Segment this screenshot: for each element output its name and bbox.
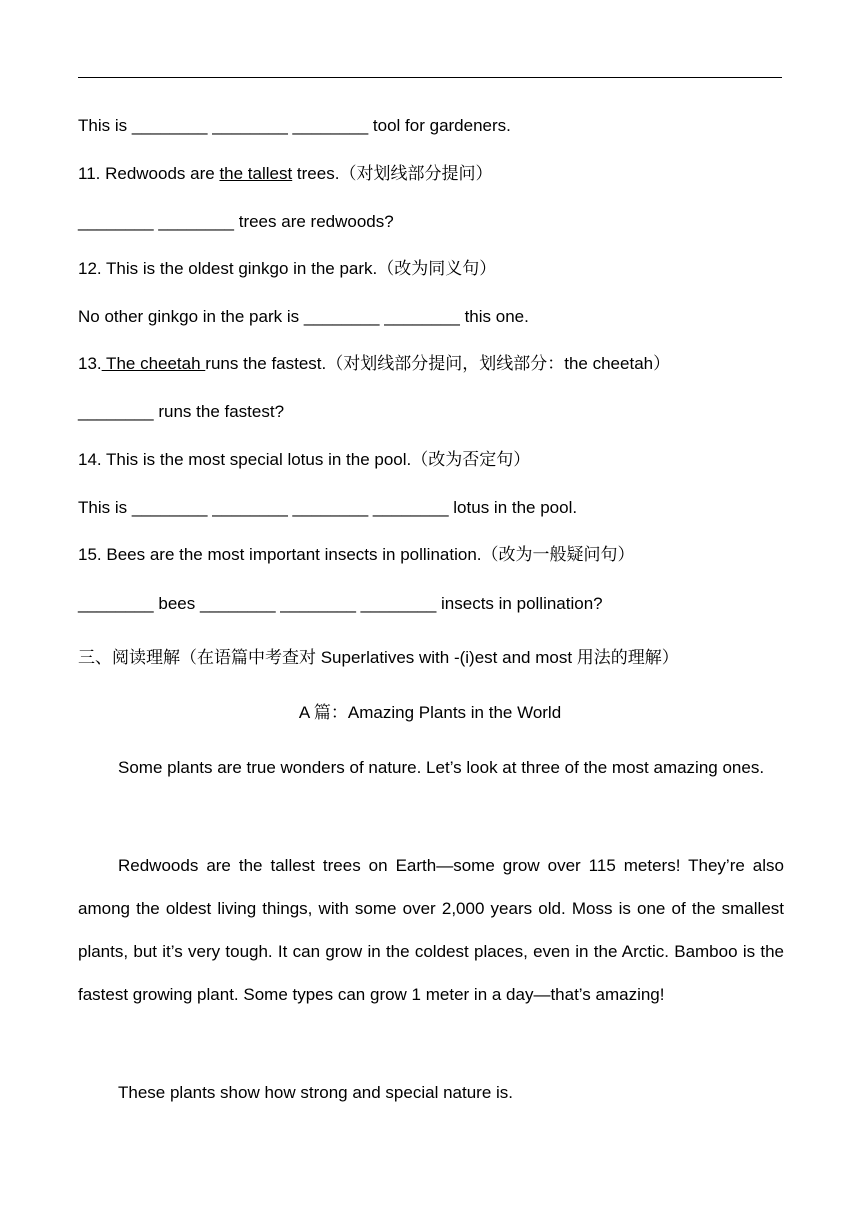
question-11-post: trees.（对划线部分提问）: [292, 164, 493, 183]
passage-a-title: A 篇：Amazing Plants in the World: [298, 703, 562, 722]
passage-a-paragraph-2: Redwoods are the tallest trees on Earth—some grow over 115 meters! They’re also among the oldest living things, with some over 2,000 years old. Moss is one of the smallest plants, but it’s very tough. It can grow in the coldest places, even in the Arctic. Bamboo is the fastest growing plant. Some types can grow 1 meter in a day—that’s amazing!: [78, 856, 784, 1004]
question-13-pre: 13.: [78, 354, 102, 373]
header-rule: [78, 77, 782, 78]
section-3-heading: 三、阅读理解（在语篇中考查对 Superlatives with -(i)est and most 用法的理解）: [78, 648, 679, 667]
passage-a-paragraph-3: These plants show how strong and special nature is.: [118, 1083, 514, 1102]
question-11: [78, 162, 492, 186]
question-13-post: runs the fastest.（对划线部分提问，划线部分：the cheetah）: [205, 354, 671, 373]
question-13: [78, 352, 670, 376]
question-14-answer-line: This is ________ ________ ________ ________ lotus in the pool.: [78, 498, 578, 517]
passage-a-paragraph-1: Some plants are true wonders of nature. Let’s look at three of the most amazing ones.: [118, 758, 765, 777]
question-14: 14. This is the most special lotus in the pool.（改为否定句）: [78, 450, 531, 469]
question-10-answer-line: This is ________ ________ ________ tool for gardeners.: [78, 116, 511, 135]
question-11-pre: 11. Redwoods are: [78, 164, 220, 183]
question-12: 12. This is the oldest ginkgo in the park.（改为同义句）: [78, 259, 497, 278]
question-13-underlined: The cheetah: [101, 354, 206, 373]
question-15-answer-line: ________ bees ________ ________ ________ insects in pollination?: [78, 594, 603, 613]
question-13-answer-line: ________ runs the fastest?: [78, 402, 285, 421]
question-12-answer-line: No other ginkgo in the park is ________ ________ this one.: [78, 307, 529, 326]
question-11-answer-line: ________ ________ trees are redwoods?: [78, 212, 394, 231]
question-15: 15. Bees are the most important insects in pollination.（改为一般疑问句）: [78, 545, 635, 564]
question-11-underlined: the tallest: [219, 164, 293, 183]
